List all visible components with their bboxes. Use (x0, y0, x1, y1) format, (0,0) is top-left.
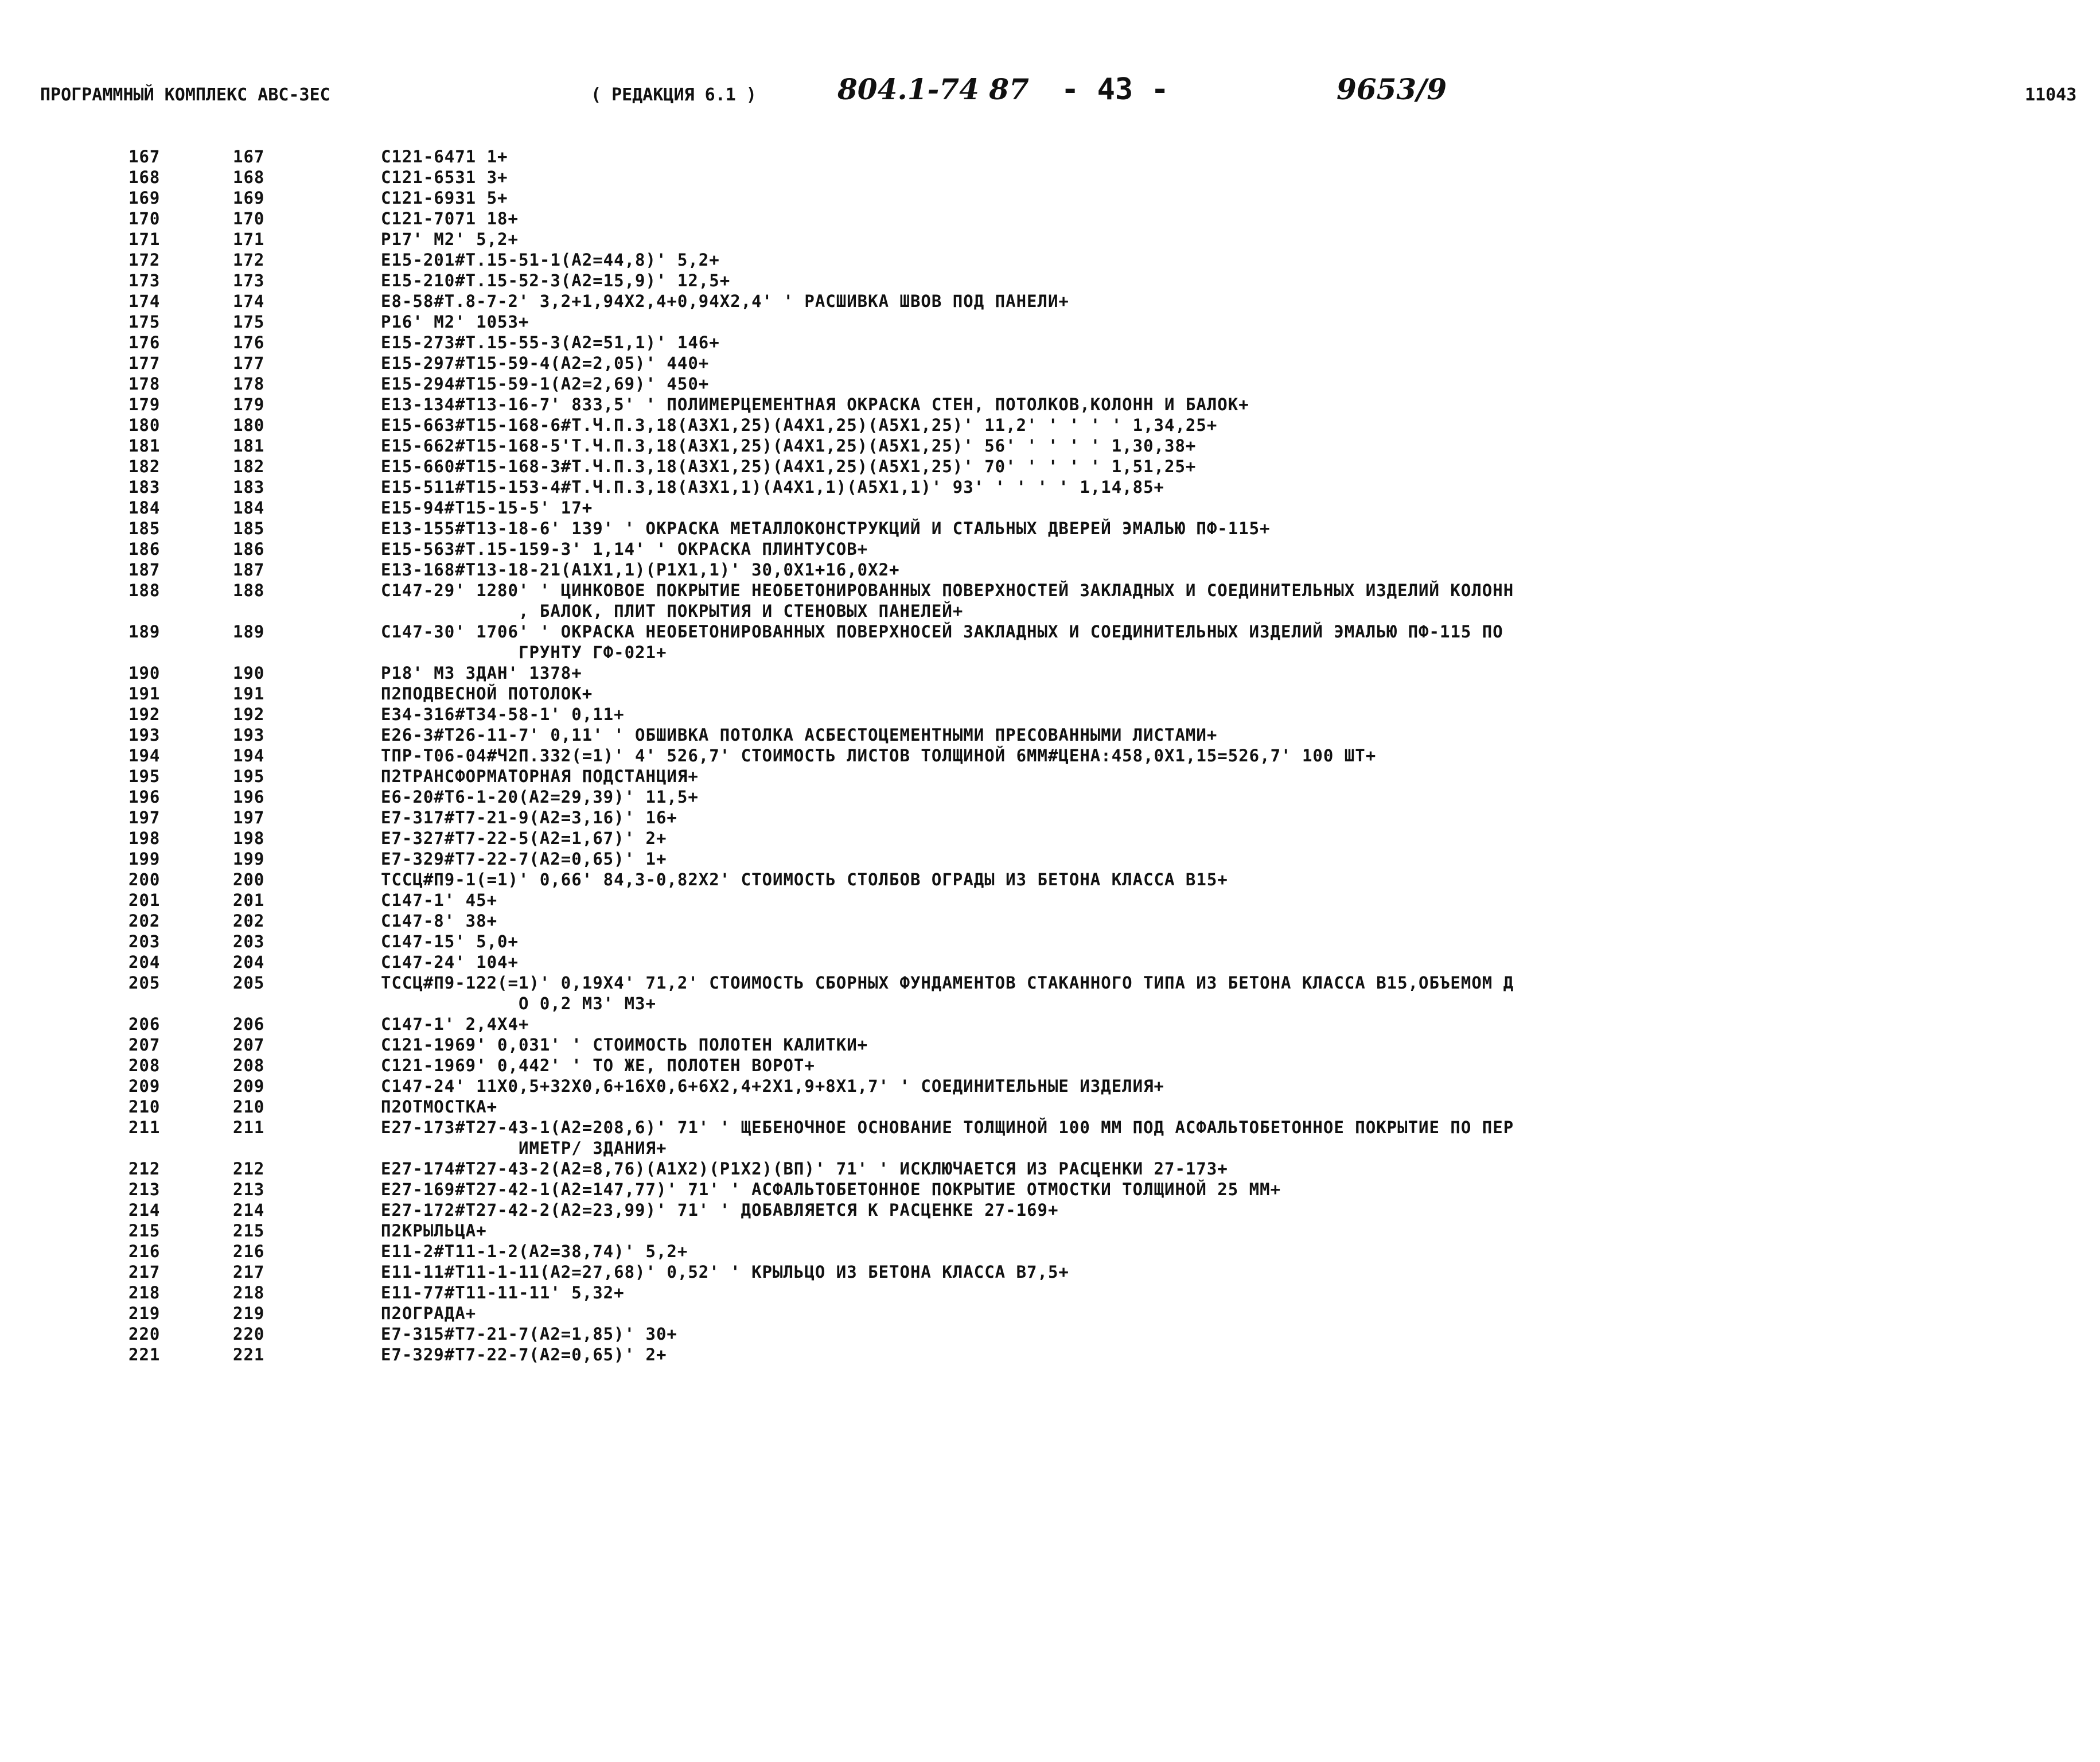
listing-row (0, 911, 2100, 931)
line-number: 169 (128, 188, 161, 208)
statement-number: 213 (233, 1180, 265, 1199)
statement-number: 211 (233, 1118, 265, 1137)
statement-text (381, 1076, 2056, 1096)
listing-row (0, 394, 2100, 415)
listing-row (0, 1055, 2100, 1076)
statement-line: Е26-3#Т26-11-7' 0,11' ' ОБШИВКА ПОТОЛКА АСБЕСТОЦЕМЕНТНЫМИ ПРЕСОВАННЫМИ ЛИСТАМИ+ (381, 725, 1218, 745)
line-number: 171 (128, 230, 161, 249)
listing-row (0, 539, 2100, 559)
statement-line: С121-1969' 0,442' ' ТО ЖЕ, ПОЛОТЕН ВОРОТ+ (381, 1056, 815, 1075)
listing-row (0, 497, 2100, 518)
statement-line: Е27-174#Т27-43-2(А2=8,76)(А1Х2)(Р1Х2)(ВП)' 71' ' ИСКЛЮЧАЕТСЯ ИЗ РАСЦЕНКИ 27-173+ (381, 1159, 1228, 1178)
statement-text (381, 1344, 2056, 1365)
line-number: 209 (128, 1076, 161, 1096)
line-number: 185 (128, 519, 161, 538)
listing-row (0, 456, 2100, 477)
line-number: 175 (128, 312, 161, 332)
statement-number: 220 (233, 1324, 265, 1344)
statement-number: 189 (233, 622, 265, 641)
statement-text (381, 766, 2056, 787)
line-number: 170 (128, 209, 161, 228)
statement-line: Е8-58#Т.8-7-2' 3,2+1,94Х2,4+0,94Х2,4' ' РАСШИВКА ШВОВ ПОД ПАНЕЛИ+ (381, 291, 1069, 311)
line-number: 199 (128, 849, 161, 869)
line-number: 203 (128, 932, 161, 951)
statement-number: 214 (233, 1200, 265, 1220)
statement-number: 205 (233, 973, 265, 993)
statement-number: 208 (233, 1056, 265, 1075)
line-number: 208 (128, 1056, 161, 1075)
statement-line: С121-1969' 0,031' ' СТОИМОСТЬ ПОЛОТЕН КАЛИТКИ+ (381, 1035, 868, 1055)
line-number: 204 (128, 952, 161, 972)
statement-line: П2ОТМОСТКА+ (381, 1097, 498, 1117)
statement-line: Е11-77#Т11-11-11' 5,32+ (381, 1283, 625, 1302)
line-number: 198 (128, 829, 161, 848)
statement-line: Е15-660#Т15-168-3#Т.Ч.П.3,18(А3Х1,25)(А4Х1,25)(А5Х1,25)' 70' ' ' ' ' 1,51,25+ (381, 457, 1197, 476)
line-number: 194 (128, 746, 161, 765)
statement-line: С121-7071 18+ (381, 209, 519, 228)
statement-text (381, 1303, 2056, 1324)
statement-number: 210 (233, 1097, 265, 1117)
statement-text (381, 1324, 2056, 1344)
statement-line: С147-8' 38+ (381, 911, 498, 931)
statement-text (381, 973, 2056, 1014)
statement-number: 177 (233, 353, 265, 373)
statement-line: Р16' М2' 1053+ (381, 312, 529, 332)
line-number: 206 (128, 1014, 161, 1034)
statement-number: 190 (233, 663, 265, 683)
listing-row (0, 787, 2100, 807)
statement-number: 203 (233, 932, 265, 951)
line-number: 221 (128, 1345, 161, 1364)
statement-number: 192 (233, 705, 265, 724)
line-number: 172 (128, 250, 161, 270)
listing-row (0, 1303, 2100, 1324)
statement-text (381, 621, 2056, 663)
statement-text (381, 1220, 2056, 1241)
line-number: 197 (128, 808, 161, 827)
statement-line: С147-1' 2,4Х4+ (381, 1014, 529, 1034)
statement-text (381, 1179, 2056, 1200)
statement-line: Е27-169#Т27-42-1(А2=147,77)' 71' ' АСФАЛЬТОБЕТОННОЕ ПОКРЫТИЕ ОТМОСТКИ ТОЛЩИНОЙ 25 ММ+ (381, 1180, 1281, 1199)
line-number: 212 (128, 1159, 161, 1178)
edition-label: ( РЕДАКЦИЯ 6.1 ) (591, 85, 757, 105)
statement-text (381, 849, 2056, 869)
listing-row (0, 1034, 2100, 1055)
statement-number: 202 (233, 911, 265, 931)
statement-text (381, 1262, 2056, 1282)
listing-row (0, 621, 2100, 663)
statement-number: 193 (233, 725, 265, 745)
statement-line: Р17' М2' 5,2+ (381, 230, 519, 249)
statement-number: 217 (233, 1262, 265, 1282)
listing-row (0, 1200, 2100, 1220)
statement-line: С147-30' 1706' ' ОКРАСКА НЕОБЕТОНИРОВАННЫХ ПОВЕРХНОСЕЙ ЗАКЛАДНЫХ И СОЕДИНИТЕЛЬНЫХ ИЗДЕЛИЙ ЭМАЛЬЮ ПФ-115 ПО (381, 622, 1503, 641)
statement-line: С147-1' 45+ (381, 890, 498, 910)
statement-text (381, 890, 2056, 911)
statement-number: 179 (233, 395, 265, 414)
statement-text (381, 539, 2056, 559)
line-number: 216 (128, 1242, 161, 1261)
statement-line: Е13-155#Т13-18-6' 139' ' ОКРАСКА МЕТАЛЛОКОНСТРУКЦИЙ И СТАЛЬНЫХ ДВЕРЕЙ ЭМАЛЬЮ ПФ-115+ (381, 519, 1271, 538)
statement-line: Е11-2#Т11-1-2(А2=38,74)' 5,2+ (381, 1242, 688, 1261)
statement-text (381, 952, 2056, 973)
statement-number: 173 (233, 271, 265, 290)
statement-line: С121-6931 5+ (381, 188, 508, 208)
listing-row (0, 807, 2100, 828)
line-number: 180 (128, 415, 161, 435)
statement-text (381, 188, 2056, 208)
statement-number: 168 (233, 168, 265, 187)
statement-number: 218 (233, 1283, 265, 1302)
statement-number: 184 (233, 498, 265, 518)
statement-number: 195 (233, 767, 265, 786)
statement-number: 171 (233, 230, 265, 249)
statement-line: Р18' М3 ЗДАН' 1378+ (381, 663, 582, 683)
line-number: 211 (128, 1118, 161, 1137)
statement-text (381, 828, 2056, 849)
listing-row (0, 250, 2100, 270)
statement-number: 188 (233, 581, 265, 600)
listing-row (0, 725, 2100, 745)
statement-number: 178 (233, 374, 265, 394)
statement-number: 176 (233, 333, 265, 352)
statement-line: П2ОГРАДА+ (381, 1304, 477, 1323)
listing-row (0, 890, 2100, 911)
line-number: 192 (128, 705, 161, 724)
statement-text (381, 497, 2056, 518)
listing-row (0, 208, 2100, 229)
statement-number: 167 (233, 147, 265, 166)
statement-line: ТССЦ#П9-122(=1)' 0,19Х4' 71,2' СТОИМОСТЬ СБОРНЫХ ФУНДАМЕНТОВ СТАКАННОГО ТИПА ИЗ БЕТОНА КЛАССА В15,ОБЪЕМОМ Д (381, 973, 1514, 993)
statement-line: С147-15' 5,0+ (381, 932, 519, 951)
page-number: - 43 - (1061, 72, 1169, 107)
listing-row (0, 1241, 2100, 1262)
line-number: 176 (128, 333, 161, 352)
line-number: 210 (128, 1097, 161, 1117)
statement-line: П2ПОДВЕСНОЙ ПОТОЛОК+ (381, 684, 593, 703)
statement-line: Е15-210#Т.15-52-3(А2=15,9)' 12,5+ (381, 271, 731, 290)
statement-number: 199 (233, 849, 265, 869)
statement-line: П2ТРАНСФОРМАТОРНАЯ ПОДСТАНЦИЯ+ (381, 767, 699, 786)
statement-number: 207 (233, 1035, 265, 1055)
statement-number: 180 (233, 415, 265, 435)
listing-row (0, 188, 2100, 208)
listing-row (0, 1014, 2100, 1034)
line-number: 196 (128, 787, 161, 807)
line-number: 219 (128, 1304, 161, 1323)
statement-number: 182 (233, 457, 265, 476)
statement-line: Е7-317#Т7-21-9(А2=3,16)' 16+ (381, 808, 677, 827)
statement-text (381, 704, 2056, 725)
statement-text (381, 1158, 2056, 1179)
line-number: 220 (128, 1324, 161, 1344)
listing-row (0, 312, 2100, 332)
statement-text (381, 518, 2056, 539)
line-number: 200 (128, 870, 161, 889)
line-number: 215 (128, 1221, 161, 1240)
statement-continuation: , БАЛОК, ПЛИТ ПОКРЫТИЯ И СТЕНОВЫХ ПАНЕЛЕЙ+ (519, 601, 964, 621)
statement-line: Е15-294#Т15-59-1(А2=2,69)' 450+ (381, 374, 710, 394)
statement-number: 194 (233, 746, 265, 765)
listing-row (0, 828, 2100, 849)
statement-line: Е27-173#Т27-43-1(А2=208,6)' 71' ' ЩЕБЕНОЧНОЕ ОСНОВАНИЕ ТОЛЩИНОЙ 100 ММ ПОД АСФАЛЬТОБЕТОННОЕ ПОКРЫТИЕ ПО ПЕР (381, 1118, 1514, 1137)
statement-line: Е7-327#Т7-22-5(А2=1,67)' 2+ (381, 829, 667, 848)
listing-row (0, 973, 2100, 1014)
statement-text (381, 332, 2056, 353)
listing-row (0, 952, 2100, 973)
statement-number: 209 (233, 1076, 265, 1096)
line-number: 201 (128, 890, 161, 910)
listing-row (0, 435, 2100, 456)
statement-text (381, 146, 2056, 167)
listing-row (0, 931, 2100, 952)
statement-line: С121-6471 1+ (381, 147, 508, 166)
statement-number: 170 (233, 209, 265, 228)
listing-row (0, 1324, 2100, 1344)
listing-row (0, 1076, 2100, 1096)
statement-line: Е15-662#Т15-168-5'Т.Ч.П.3,18(А3Х1,25)(А4Х1,25)(А5Х1,25)' 56' ' ' ' ' 1,30,38+ (381, 436, 1197, 456)
statement-line: Е15-297#Т15-59-4(А2=2,05)' 440+ (381, 353, 710, 373)
listing-row (0, 1158, 2100, 1179)
statement-text (381, 911, 2056, 931)
statement-line: ТССЦ#П9-1(=1)' 0,66' 84,3-0,82Х2' СТОИМОСТЬ СТОЛБОВ ОГРАДЫ ИЗ БЕТОНА КЛАССА В15+ (381, 870, 1228, 889)
statement-line: С147-24' 11Х0,5+32Х0,6+16Х0,6+6Х2,4+2Х1,9+8Х1,7' ' СОЕДИНИТЕЛЬНЫЕ ИЗДЕЛИЯ+ (381, 1076, 1165, 1096)
handwritten-document-number: 9653/9 (1337, 72, 1447, 106)
statement-text (381, 1241, 2056, 1262)
statement-text (381, 869, 2056, 890)
statement-text (381, 683, 2056, 704)
listing-row (0, 332, 2100, 353)
line-number: 214 (128, 1200, 161, 1220)
statement-text (381, 807, 2056, 828)
statement-text (381, 1034, 2056, 1055)
listing-row (0, 1179, 2100, 1200)
statement-number: 204 (233, 952, 265, 972)
listing-row (0, 291, 2100, 312)
statement-continuation: ИМЕТР/ ЗДАНИЯ+ (519, 1138, 667, 1158)
statement-line: Е7-329#Т7-22-7(А2=0,65)' 1+ (381, 849, 667, 869)
statement-line: ТПР-Т06-04#Ч2П.332(=1)' 4' 526,7' СТОИМОСТЬ ЛИСТОВ ТОЛЩИНОЙ 6ММ#ЦЕНА:458,0Х1,15=526,7' 100 ШТ+ (381, 746, 1377, 765)
statement-text (381, 208, 2056, 229)
listing-row (0, 580, 2100, 621)
statement-line: С147-24' 104+ (381, 952, 519, 972)
line-number: 174 (128, 291, 161, 311)
statement-number: 181 (233, 436, 265, 456)
statement-line: Е11-11#Т11-1-11(А2=27,68)' 0,52' ' КРЫЛЬЦО ИЗ БЕТОНА КЛАССА В7,5+ (381, 1262, 1069, 1282)
statement-text (381, 456, 2056, 477)
listing-row (0, 146, 2100, 167)
statement-text (381, 477, 2056, 497)
statement-number: 206 (233, 1014, 265, 1034)
listing-row (0, 766, 2100, 787)
line-number: 191 (128, 684, 161, 703)
page-header (40, 68, 2077, 119)
line-number: 167 (128, 147, 161, 166)
statement-continuation: О 0,2 М3' М3+ (519, 994, 656, 1013)
line-number: 168 (128, 168, 161, 187)
statement-text (381, 312, 2056, 332)
statement-text (381, 374, 2056, 394)
line-number: 173 (128, 271, 161, 290)
statement-text (381, 1014, 2056, 1034)
listing-row (0, 518, 2100, 539)
listing-row (0, 1096, 2100, 1117)
statement-number: 172 (233, 250, 265, 270)
line-number: 181 (128, 436, 161, 456)
line-number: 187 (128, 560, 161, 579)
statement-number: 200 (233, 870, 265, 889)
statement-line: Е15-273#Т.15-55-3(А2=51,1)' 146+ (381, 333, 720, 352)
statement-text (381, 1117, 2056, 1158)
statement-number: 196 (233, 787, 265, 807)
handwritten-code: 804.1-74 87 (837, 72, 1029, 106)
listing-row (0, 477, 2100, 497)
listing-row (0, 683, 2100, 704)
listing-row (0, 1262, 2100, 1282)
statement-line: Е7-329#Т7-22-7(А2=0,65)' 2+ (381, 1345, 667, 1364)
statement-text (381, 745, 2056, 766)
statement-text (381, 435, 2056, 456)
line-number: 184 (128, 498, 161, 518)
line-number: 179 (128, 395, 161, 414)
statement-text (381, 1096, 2056, 1117)
line-number: 182 (128, 457, 161, 476)
statement-line: Е15-94#Т15-15-5' 17+ (381, 498, 593, 518)
line-number: 188 (128, 581, 161, 600)
statement-text (381, 167, 2056, 188)
listing-row (0, 704, 2100, 725)
listing-row (0, 869, 2100, 890)
line-number: 218 (128, 1283, 161, 1302)
line-number: 213 (128, 1180, 161, 1199)
statement-number: 212 (233, 1159, 265, 1178)
statement-number: 174 (233, 291, 265, 311)
statement-line: С121-6531 3+ (381, 168, 508, 187)
statement-text (381, 415, 2056, 435)
statement-number: 197 (233, 808, 265, 827)
listing-row (0, 1220, 2100, 1241)
statement-line: Е15-201#Т.15-51-1(А2=44,8)' 5,2+ (381, 250, 720, 270)
statement-line: Е15-663#Т15-168-6#Т.Ч.П.3,18(А3Х1,25)(А4Х1,25)(А5Х1,25)' 11,2' ' ' ' ' 1,34,25+ (381, 415, 1218, 435)
statement-text (381, 1055, 2056, 1076)
line-number: 178 (128, 374, 161, 394)
line-number: 217 (128, 1262, 161, 1282)
statement-line: Е6-20#Т6-1-20(А2=29,39)' 11,5+ (381, 787, 699, 807)
statement-text (381, 1282, 2056, 1303)
listing-row (0, 559, 2100, 580)
statement-text (381, 931, 2056, 952)
line-number: 193 (128, 725, 161, 745)
statement-text (381, 787, 2056, 807)
statement-number: 198 (233, 829, 265, 848)
statement-text (381, 725, 2056, 745)
statement-number: 191 (233, 684, 265, 703)
statement-line: Е15-563#Т.15-159-3' 1,14' ' ОКРАСКА ПЛИНТУСОВ+ (381, 539, 868, 559)
program-title: ПРОГРАММНЫЙ КОМПЛЕКС АВС-ЗЕС (40, 85, 330, 105)
statement-text (381, 663, 2056, 683)
line-number: 205 (128, 973, 161, 993)
line-number: 195 (128, 767, 161, 786)
line-number: 202 (128, 911, 161, 931)
listing-row (0, 415, 2100, 435)
listing-row (0, 167, 2100, 188)
statement-number: 185 (233, 519, 265, 538)
statement-text (381, 270, 2056, 291)
statement-line: С147-29' 1280' ' ЦИНКОВОЕ ПОКРЫТИЕ НЕОБЕТОНИРОВАННЫХ ПОВЕРХНОСТЕЙ ЗАКЛАДНЫХ И СОЕДИНИТЕЛЬНЫХ ИЗДЕЛИЙ КОЛОНН (381, 581, 1514, 600)
statement-number: 183 (233, 477, 265, 497)
line-number: 186 (128, 539, 161, 559)
listing-row (0, 229, 2100, 250)
statement-text (381, 580, 2056, 621)
listing-row (0, 1282, 2100, 1303)
statement-text (381, 353, 2056, 374)
statement-line: Е27-172#Т27-42-2(А2=23,99)' 71' ' ДОБАВЛЯЕТСЯ К РАСЦЕНКЕ 27-169+ (381, 1200, 1059, 1220)
statement-number: 219 (233, 1304, 265, 1323)
listing-row (0, 1344, 2100, 1365)
statement-line: Е7-315#Т7-21-7(А2=1,85)' 30+ (381, 1324, 677, 1344)
line-number: 207 (128, 1035, 161, 1055)
line-number: 190 (128, 663, 161, 683)
statement-number: 175 (233, 312, 265, 332)
listing-body (0, 146, 2100, 1365)
line-number: 177 (128, 353, 161, 373)
statement-number: 187 (233, 560, 265, 579)
statement-line: Е13-168#Т13-18-21(А1Х1,1)(Р1Х1,1)' 30,0Х1+16,0Х2+ (381, 560, 900, 579)
listing-row (0, 353, 2100, 374)
listing-row (0, 849, 2100, 869)
statement-number: 169 (233, 188, 265, 208)
statement-line: П2КРЫЛЬЦА+ (381, 1221, 487, 1240)
statement-number: 201 (233, 890, 265, 910)
statement-line: Е13-134#Т13-16-7' 833,5' ' ПОЛИМЕРЦЕМЕНТНАЯ ОКРАСКА СТЕН, ПОТОЛКОВ,КОЛОНН И БАЛОК+ (381, 395, 1249, 414)
listing-row (0, 374, 2100, 394)
statement-text (381, 394, 2056, 415)
statement-text (381, 1200, 2056, 1220)
listing-row (0, 663, 2100, 683)
statement-number: 186 (233, 539, 265, 559)
statement-text (381, 559, 2056, 580)
statement-number: 216 (233, 1242, 265, 1261)
statement-line: Е15-511#Т15-153-4#Т.Ч.П.3,18(А3Х1,1)(А4Х1,1)(А5Х1,1)' 93' ' ' ' ' 1,14,85+ (381, 477, 1165, 497)
statement-continuation: ГРУНТУ ГФ-021+ (519, 643, 667, 662)
statement-text (381, 250, 2056, 270)
sheet-number: 11043 (2025, 85, 2077, 105)
listing-row (0, 270, 2100, 291)
statement-number: 221 (233, 1345, 265, 1364)
statement-line: Е34-316#Т34-58-1' 0,11+ (381, 705, 625, 724)
statement-text (381, 291, 2056, 312)
line-number: 189 (128, 622, 161, 641)
listing-row (0, 1117, 2100, 1158)
listing-row (0, 745, 2100, 766)
line-number: 183 (128, 477, 161, 497)
statement-number: 215 (233, 1221, 265, 1240)
statement-text (381, 229, 2056, 250)
